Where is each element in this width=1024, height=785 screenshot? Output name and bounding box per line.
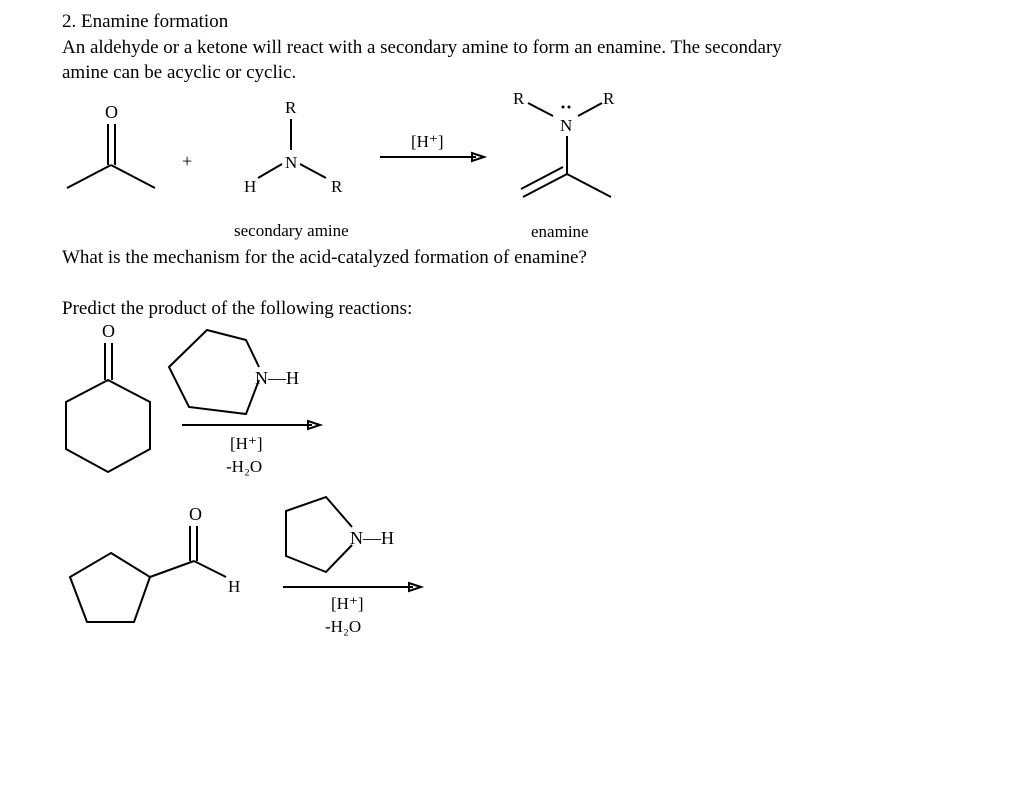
section-heading: 2. Enamine formation	[62, 11, 229, 32]
reaction-arrow-1	[380, 132, 484, 161]
amine-hydrogen: H	[244, 177, 257, 196]
label-secondary-amine: secondary amine	[234, 221, 349, 240]
cyclohexanone-structure	[66, 321, 150, 472]
enamine-nitrogen: N	[560, 116, 573, 135]
mechanism-question: What is the mechanism for the acid-catalyzed formation of enamine?	[62, 247, 587, 268]
cyclopentyl-aldehyde-structure	[70, 504, 240, 622]
reaction1-condition: -H₂O	[226, 457, 263, 476]
enamine-structure	[513, 89, 615, 197]
predict-heading: Predict the product of the following reactions:	[62, 298, 413, 319]
reaction2-catalyst: [H⁺]	[331, 594, 364, 613]
cyclohexanone-oxygen: O	[102, 321, 115, 341]
piperidine-structure	[169, 330, 299, 414]
acetone-structure	[67, 102, 155, 188]
pyrrolidine-nh: N—H	[350, 528, 394, 548]
enamine-r-right: R	[603, 89, 615, 108]
aldehyde-oxygen: O	[189, 504, 202, 524]
secondary-amine-structure	[244, 98, 343, 196]
plus-sign: +	[182, 151, 193, 171]
reaction1-catalyst: [H⁺]	[230, 434, 263, 453]
intro-line-2: amine can be acyclic or cyclic.	[62, 62, 297, 83]
intro-line-1: An aldehyde or a ketone will react with a secondary amine to form an enamine. The secondary	[62, 37, 782, 58]
label-enamine: enamine	[531, 222, 589, 241]
aldehyde-hydrogen: H	[228, 577, 241, 596]
reaction-arrow-3	[283, 583, 421, 636]
amine-nitrogen: N	[285, 153, 298, 172]
reaction2-condition: -H₂O	[325, 617, 362, 636]
ketone-oxygen: O	[105, 102, 118, 122]
enamine-r-left: R	[513, 89, 525, 108]
catalyst-label: [H⁺]	[411, 132, 444, 151]
pyrrolidine-structure	[286, 497, 394, 572]
amine-r-top: R	[285, 98, 297, 117]
amine-r-right: R	[331, 177, 343, 196]
piperidine-nh: N—H	[255, 368, 299, 388]
reaction-arrow-2	[182, 421, 320, 476]
